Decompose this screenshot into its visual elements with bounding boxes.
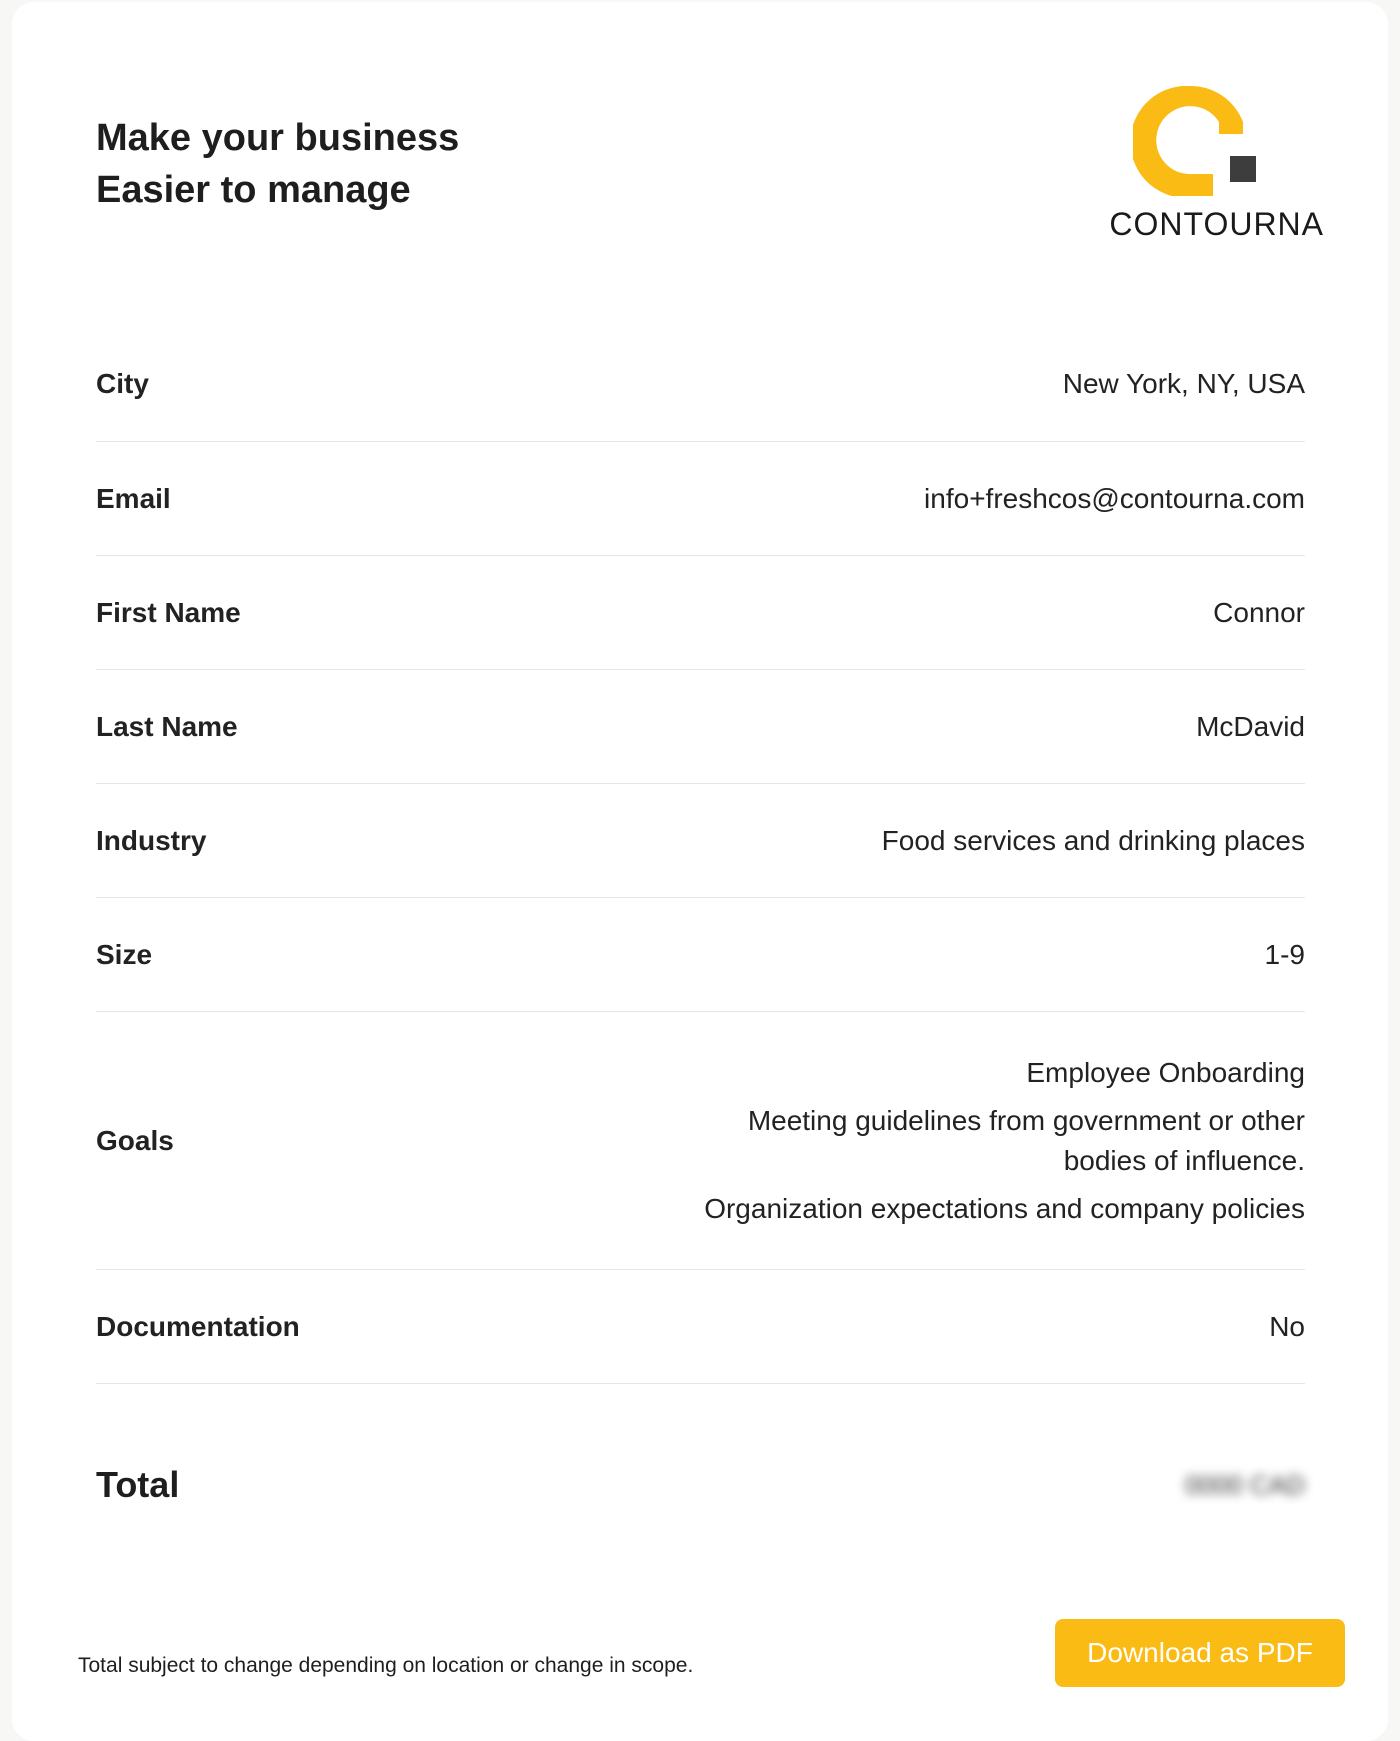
page-headline <box>96 112 459 216</box>
total-value: 0000 CAD <box>1185 1469 1305 1500</box>
goal-item: Organization expectations and company policies <box>704 1192 1305 1224</box>
row-value: New York, NY, USA <box>1062 368 1305 399</box>
row-label: Industry <box>96 824 207 856</box>
total-label: Total <box>96 1464 180 1505</box>
total-row <box>96 1464 1305 1506</box>
goal-item: Employee Onboarding <box>1026 1056 1305 1088</box>
row-label: Size <box>96 938 153 970</box>
row-value: info+freshcos@contourna.com <box>924 482 1305 514</box>
headline-line-2: Easier to manage <box>96 169 411 211</box>
download-pdf-button[interactable]: Download as PDF <box>1055 1619 1345 1687</box>
detail-row-size <box>96 898 1305 1012</box>
detail-row-email <box>96 442 1305 556</box>
summary-card <box>12 2 1388 1741</box>
brand-name: CONTOURNA <box>1109 206 1324 242</box>
headline-line-1: Make your business <box>96 117 460 159</box>
goal-item: Meeting guidelines from government or other bodies of influence. <box>747 1104 1305 1176</box>
row-value: Connor <box>1213 596 1305 628</box>
detail-row-industry <box>96 784 1305 898</box>
row-value: No <box>1269 1310 1305 1342</box>
detail-row-documentation <box>96 1270 1305 1384</box>
detail-row-goals <box>96 1012 1305 1270</box>
row-label: Last Name <box>96 710 238 742</box>
row-label: Documentation <box>96 1310 300 1342</box>
contourna-logo-icon <box>1133 86 1283 196</box>
row-label: City <box>96 368 149 399</box>
row-value: Food services and drinking places <box>881 824 1305 856</box>
row-value: McDavid <box>1196 710 1305 742</box>
row-value: 1-9 <box>1264 938 1305 970</box>
row-label: Goals <box>96 1124 174 1156</box>
goals-list <box>704 1049 1305 1233</box>
brand-logo <box>1088 86 1324 256</box>
detail-row-first-name <box>96 556 1305 670</box>
row-label: Email <box>96 482 171 514</box>
detail-row-last-name <box>96 670 1305 784</box>
details-list <box>96 332 1305 1384</box>
total-disclaimer: Total subject to change depending on location or change in scope. <box>78 1654 694 1677</box>
row-label: First Name <box>96 596 241 628</box>
detail-row-city <box>96 332 1305 442</box>
